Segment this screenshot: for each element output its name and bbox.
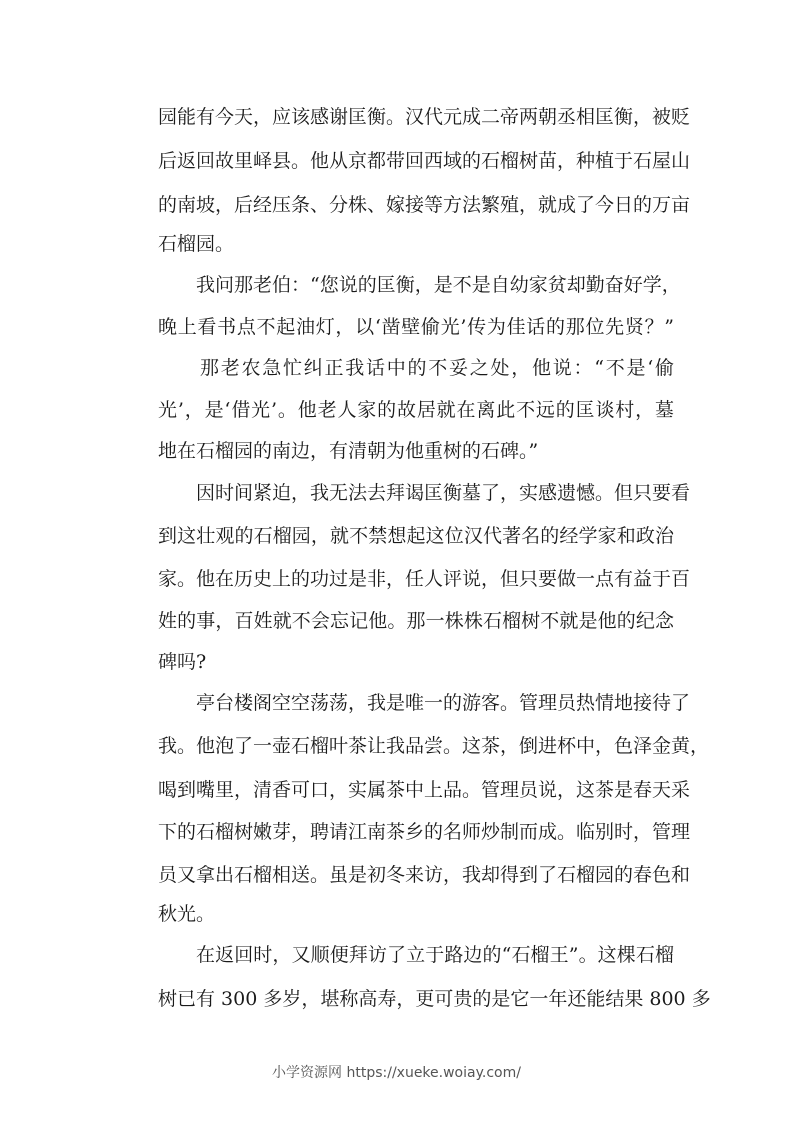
text-line-20: 秋光。	[158, 903, 216, 925]
text-line-1: 园能有今天，应该感谢匡衡。汉代元成二帝两朝丞相匡衡，被贬	[158, 106, 691, 128]
text-line-10: 因时间紧迫，我无法去拜谒匡衡墓了，实感遗憾。但只要看	[196, 482, 691, 504]
text-line-18: 下的石榴树嫩芽，聘请江南茶乡的名师炒制而成。临别时，管理	[158, 821, 691, 843]
text-line-21: 在返回时，又顺便拜访了立于路边的“石榴王”。这棵石榴	[196, 944, 674, 966]
text-line-4: 石榴园。	[158, 233, 235, 255]
text-line-3: 的南坡，后经压条、分株、嫁接等方法繁殖，就成了今日的万亩	[158, 194, 691, 216]
text-line-12: 家。他在历史上的功过是非，任人评说，但只要做一点有益于百	[158, 568, 691, 590]
text-line-7: 那老农急忙纠正我话中的不妥之处，他说：“不是‘偷	[200, 357, 674, 379]
text-line-2: 后返回故里峄县。他从京都带回西域的石榴树苗，种植于石屋山	[158, 150, 691, 172]
text-line-8: 光’，是‘借光’。他老人家的故居就在离此不远的匡谈村，墓	[158, 399, 674, 421]
text-line-19: 员又拿出石榴相送。虽是初冬来访，我却得到了石榴园的春色和	[158, 864, 691, 886]
text-line-14: 碑吗?	[158, 651, 207, 673]
text-line-15: 亭台楼阁空空荡荡，我是唯一的游客。管理员热情地接待了	[196, 692, 691, 714]
text-line-13: 姓的事，百姓就不会忘记他。那一株株石榴树不就是他的纪念	[158, 610, 674, 632]
text-line-11: 到这壮观的石榴园，就不禁想起这位汉代著名的经学家和政治	[158, 525, 674, 547]
text-line-22: 树已有 300 多岁，堪称高寿，更可贵的是它一年还能结果 800 多	[158, 988, 711, 1010]
footer-watermark: 小学资源网 https://xueke.woiay.com/	[272, 1065, 521, 1081]
text-line-6: 晚上看书点不起油灯，以‘凿壁偷光’传为佳话的那位先贤？”	[158, 316, 674, 338]
text-line-5: 我问那老伯：“您说的匡衡，是不是自幼家贫却勤奋好学，	[196, 274, 681, 296]
text-line-16: 我。他泡了一壶石榴叶茶让我品尝。这茶，倒进杯中，色泽金黄，	[158, 735, 710, 757]
text-line-9: 地在石榴园的南边，有清朝为他重树的石碑。”	[158, 440, 539, 462]
text-line-17: 喝到嘴里，清香可口，实属茶中上品。管理员说，这茶是春天采	[158, 779, 691, 801]
